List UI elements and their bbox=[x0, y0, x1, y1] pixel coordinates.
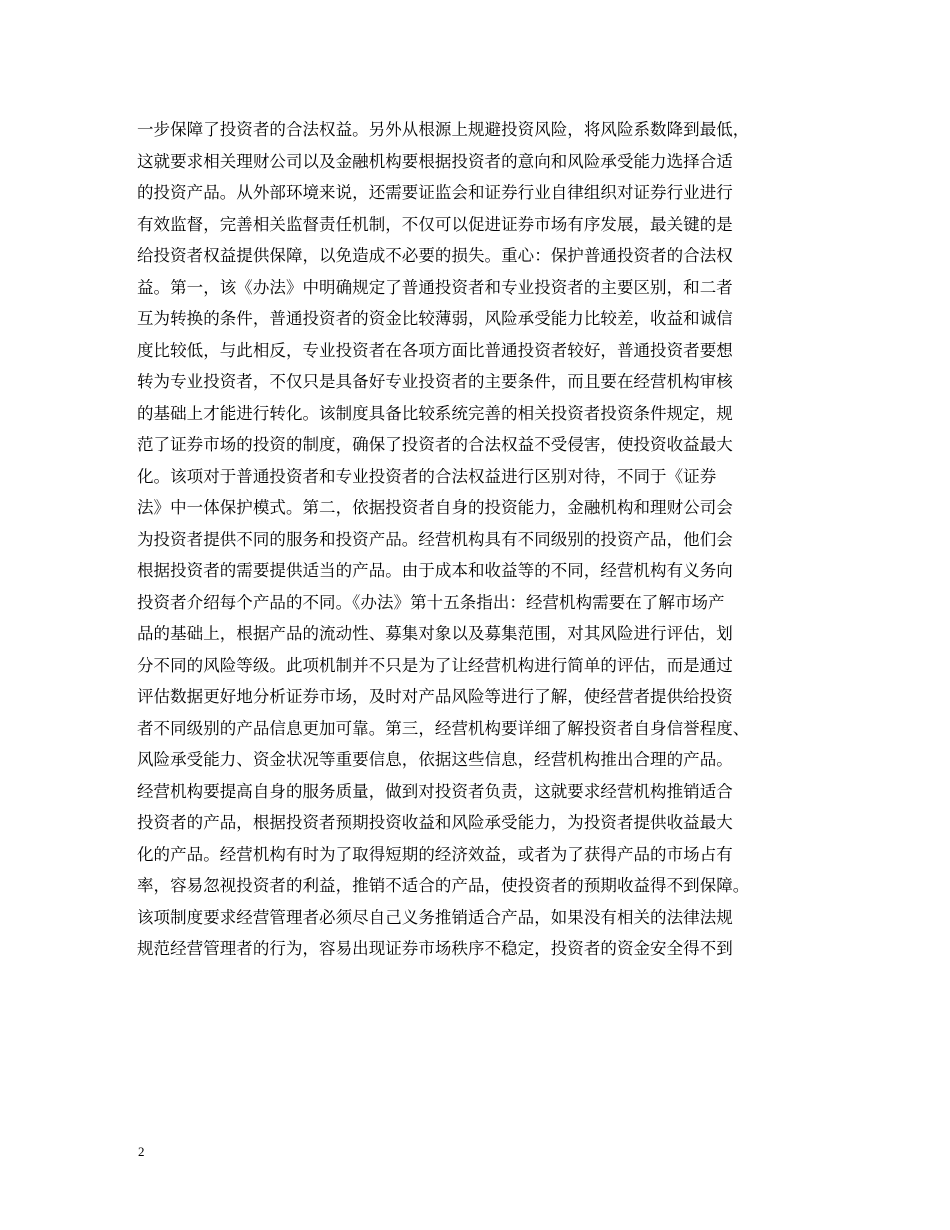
text-line: 风险承受能力、资金状况等重要信息，依据这些信息，经营机构推出合理的产品。 bbox=[137, 750, 733, 769]
text-line: 有效监督，完善相关监督责任机制，不仅可以促进证券市场有序发展，最关键的是 bbox=[137, 214, 733, 234]
text-line: 法》中一体保护模式。第二，依据投资者自身的投资能力，金融机构和理财公司会 bbox=[137, 498, 733, 517]
text-line: 根据投资者的需要提供适当的产品。由于成本和收益等的不同，经营机构有义务向 bbox=[137, 561, 733, 580]
body-text bbox=[137, 114, 837, 965]
text-line: 评估数据更好地分析证券市场，及时对产品风险等进行了解，使经营者提供给投资 bbox=[137, 687, 733, 706]
text-line: 益。第一，该《办法》中明确规定了普通投资者和专业投资者的主要区别，和二者 bbox=[137, 277, 733, 297]
page-number: 2 bbox=[138, 1144, 145, 1159]
text-line: 者不同级别的产品信息更加可靠。第三，经营机构要详细了解投资者自身信誉程度、 bbox=[137, 718, 750, 738]
text-line: 规范经营管理者的行为，容易出现证券市场秩序不稳定，投资者的资金安全得不到 bbox=[137, 939, 733, 958]
text-line: 该项制度要求经营管理者必须尽自己义务推销适合产品，如果没有相关的法律法规 bbox=[137, 907, 733, 927]
text-line: 的投资产品。从外部环境来说，还需要证监会和证券行业自律组织对证券行业进行 bbox=[137, 183, 733, 202]
text-line: 给投资者权益提供保障，以免造成不必要的损失。重心：保护普通投资者的合法权 bbox=[137, 246, 733, 265]
text-line: 转为专业投资者，不仅只是具备好专业投资者的主要条件，而且要在经营机构审核 bbox=[137, 372, 733, 391]
text-line: 范了证券市场的投资的制度，确保了投资者的合法权益不受侵害，使投资收益最大 bbox=[137, 435, 733, 454]
text-line: 品的基础上，根据产品的流动性、募集对象以及募集范围，对其风险进行评估，划 bbox=[137, 624, 733, 643]
text-line: 投资者介绍每个产品的不同。《办法》第十五条指出：经营机构需要在了解市场产 bbox=[137, 592, 725, 612]
text-line: 率，容易忽视投资者的利益，推销不适合的产品，使投资者的预期收益得不到保障。 bbox=[137, 876, 750, 895]
text-line: 这就要求相关理财公司以及金融机构要根据投资者的意向和风险承受能力选择合适 bbox=[137, 151, 733, 171]
text-line: 化。该项对于普通投资者和专业投资者的合法权益进行区别对待，不同于《证券 bbox=[137, 466, 717, 486]
text-line: 度比较低，与此相反，专业投资者在各项方面比普通投资者较好，普通投资者要想 bbox=[137, 340, 733, 360]
text-line: 经营机构要提高自身的服务质量，做到对投资者负责，这就要求经营机构推销适合 bbox=[137, 781, 733, 801]
text-line: 化的产品。经营机构有时为了取得短期的经济效益，或者为了获得产品的市场占有 bbox=[137, 844, 733, 864]
text-line: 的基础上才能进行转化。该制度具备比较系统完善的相关投资者投资条件规定，规 bbox=[137, 403, 733, 423]
text-line: 互为转换的条件，普通投资者的资金比较薄弱，风险承受能力比较差，收益和诚信 bbox=[137, 309, 733, 328]
text-line: 投资者的产品，根据投资者预期投资收益和风险承受能力，为投资者提供收益最大 bbox=[137, 813, 733, 832]
text-line: 为投资者提供不同的服务和投资产品。经营机构具有不同级别的投资产品，他们会 bbox=[137, 529, 733, 549]
text-line: 一步保障了投资者的合法权益。另外从根源上规避投资风险，将风险系数降到最低， bbox=[137, 120, 750, 139]
text-line: 分不同的风险等级。此项机制并不只是为了让经营机构进行简单的评估，而是通过 bbox=[137, 655, 733, 675]
